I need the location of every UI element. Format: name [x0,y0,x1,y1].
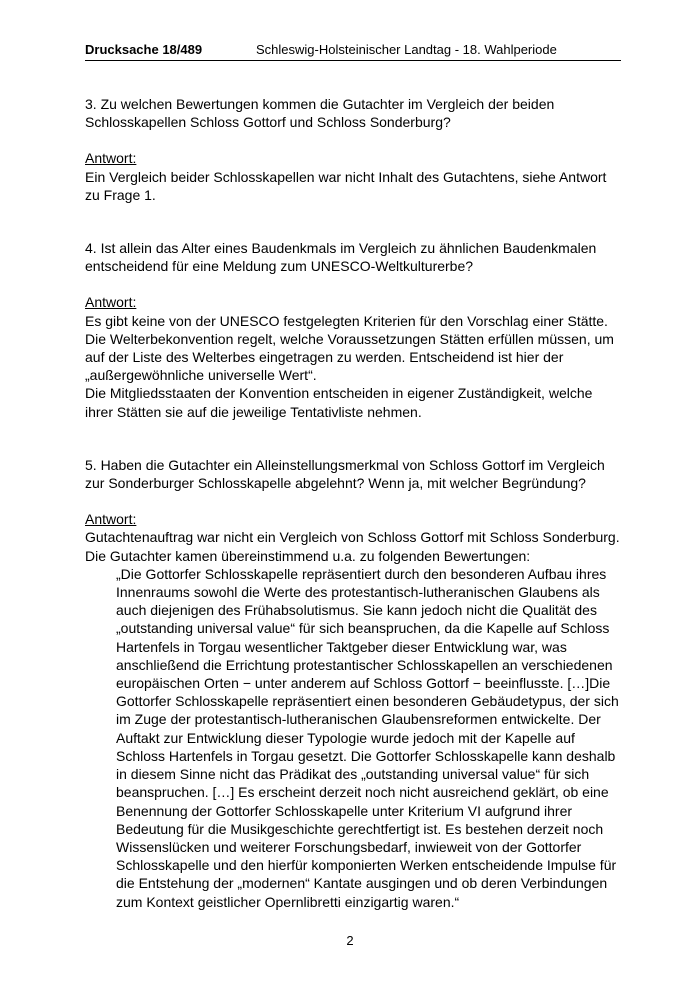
answer-label-4: Antwort: [85,294,137,311]
document-number: Drucksache 18/489 [85,42,203,57]
answer-label-5: Antwort: [85,511,137,528]
parliament-title: Schleswig-Holsteinischer Landtag - 18. Wahlperiode [256,42,557,57]
question-block-3 [85,95,621,204]
answer-4-paragraph-2: Die Mitgliedsstaaten der Konvention entscheiden in eigener Zuständigkeit, welche ihrer Stätten sie auf die jeweilige Tentativliste nehmen. [85,385,593,420]
answer-5-intro: Gutachtenauftrag war nicht ein Vergleich von Schloss Gottorf mit Schloss Sonderburg. Die Gutachter kamen übereinstimmend u.a. zu folgenden Bewertungen: [85,529,620,564]
question-block-4 [85,239,621,421]
expert-quote: „Die Gottorfer Schlosskapelle repräsentiert durch den besonderen Aufbau ihres Innenraums sowohl die Werte des protestantisch-lutheranischen Glaubens als auch diejenigen des Frühabsolutismus. Sie kann jedoch nicht die Qualität des „outstanding universal value“ für sich beanspruchen, da die Kapelle auf Schloss Hartenfels in Torgau wesentlicher Taktgeber dieser Entwicklung war, was anschließend die Errichtung protestantischer Schlosskapellen an verschiedenen europäischen Orten − unter anderem auf Schloss Gottorf − beeinflusste. […]Die Gottorfer Schlosskapelle repräsentiert einen besonderen Gebäudetypus, der sich im Zuge der protestantisch-lutheranischen Glaubensreformen entwickelte. Der Auftakt zur Entwicklung dieser Typologie wurde jedoch mit der Kapelle auf Schloss Hartenfels in Torgau gesetzt. Die Gottorfer Schlosskapelle kann deshalb in diesem Sinne nicht das Prädikat des „outstanding universal value“ für sich beanspruchen. […] Es erscheint derzeit noch nicht ausreichend geklärt, ob eine Benennung der Gottorfer Schlosskapelle unter Kriterium VI aufgrund ihrer Bedeutung für die Musikgeschichte gerechtfertigt ist. Es bestehen derzeit noch Wissenslücken und weiterer Forschungsbedarf, inwieweit von der Gottorfer Schlosskapelle und den hierfür komponierten Werken entscheidende Impulse für die Entstehung der „modernen“ Kantate ausgingen und ob deren Verbindungen zum Kontext geistlicher Opernlibretti einzigartig waren.“ [116,565,619,910]
question-5: 5. Haben die Gutachter ein Alleinstellungsmerkmal von Schloss Gottorf im Vergleich zur Sonderburger Schlosskapelle abgelehnt? Wenn ja, mit welcher Begründung? [85,456,605,492]
answer-3: Ein Vergleich beider Schlosskapellen war nicht Inhalt des Gutachtens, siehe Antwort zu Frage 1. [85,168,607,203]
question-block-5 [85,456,621,911]
question-4: 4. Ist allein das Alter eines Baudenkmals im Vergleich zu ähnlichen Baudenkmalen entscheidend für eine Meldung zum UNESCO-Weltkulturerbe? [85,240,597,275]
page-header [85,40,621,61]
question-3: 3. Zu welchen Bewertungen kommen die Gutachter im Vergleich der beiden Schlosskapellen Schloss Gottorf und Schloss Sonderburg? [85,96,555,131]
page-number: 2 [346,933,354,948]
answer-4-paragraph-1: Es gibt keine von der UNESCO festgelegten Kriterien für den Vorschlag einer Stätte. Die Welterbekonvention regelt, welche Voraussetzungen Stätten erfüllen müssen, um auf der Liste des Welterbes eingetragen zu werden. Entscheidend ist hier der „außergewöhnliche universelle Wert“. [85,312,614,384]
answer-label-3: Antwort: [85,150,137,167]
document-body [85,95,621,911]
